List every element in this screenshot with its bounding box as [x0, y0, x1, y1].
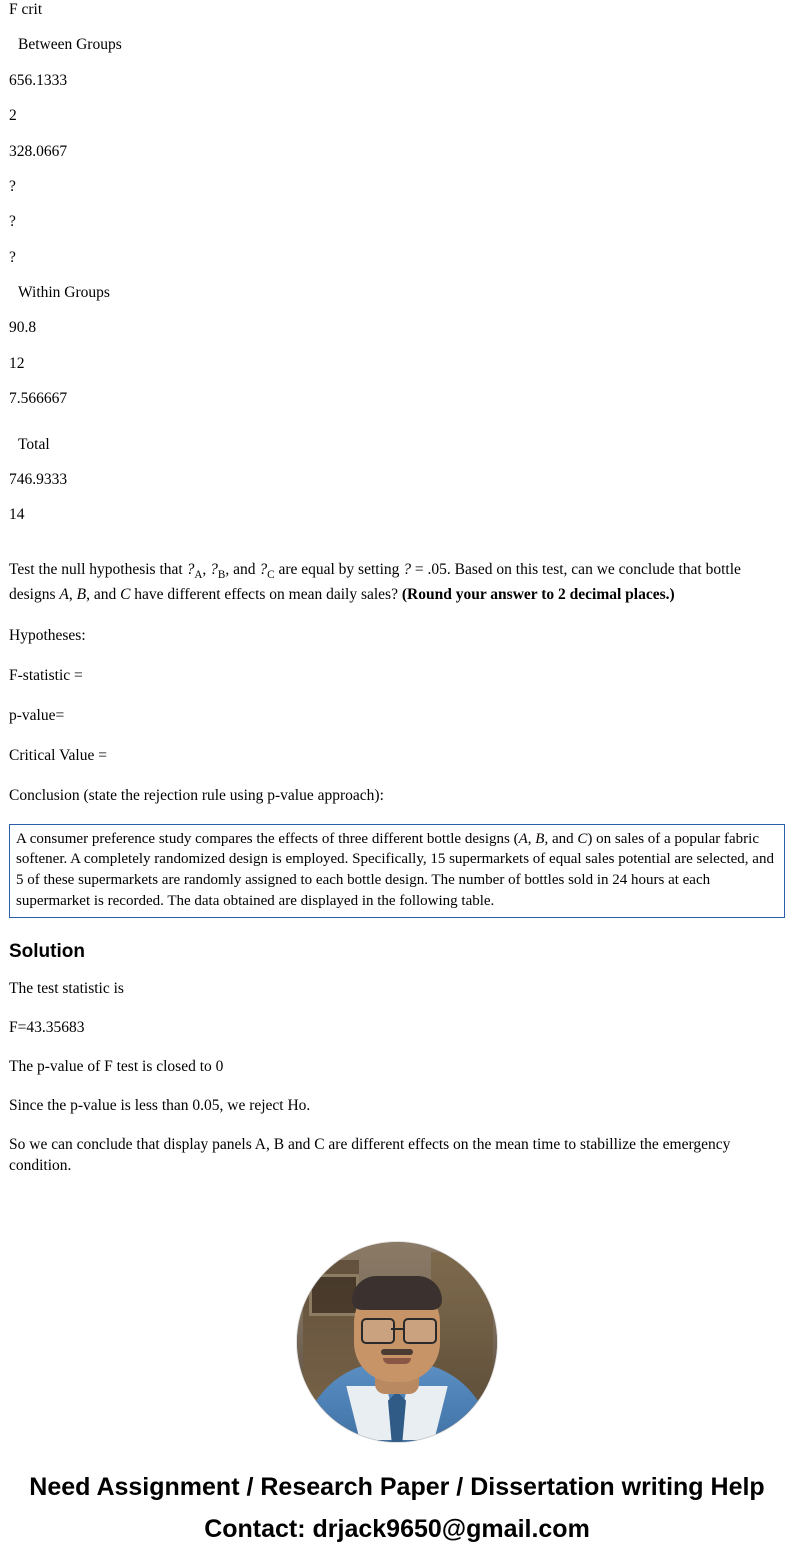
solution-line: The p-value of F test is closed to 0: [9, 1057, 224, 1075]
sep-1: ,: [202, 560, 211, 578]
rounding-note: (Round your answer to 2 decimal places.): [401, 585, 675, 603]
scenario-comma-2: , and: [544, 830, 578, 847]
design-a-label: A: [59, 585, 69, 603]
anova-row: ?: [9, 248, 16, 266]
anova-row: 656.1333: [9, 71, 68, 89]
anova-row: Within Groups: [18, 284, 110, 301]
avatar: [297, 1242, 497, 1442]
anova-row: ?: [9, 213, 16, 231]
prompt-critical-value: Critical Value =: [9, 746, 107, 764]
anova-row: 12: [9, 354, 25, 372]
mu-a-symbol: ?: [186, 560, 195, 578]
anova-row: 2: [9, 107, 17, 125]
alpha-text: = .05. Based on this test, can we conclude that bottle designs: [9, 560, 741, 603]
design-comma: ,: [68, 585, 77, 603]
photo-glasses-left: [361, 1318, 395, 1344]
anova-row: Total: [18, 435, 50, 453]
design-and: , and: [86, 585, 121, 603]
design-b-label: B: [76, 585, 87, 603]
solution-line: So we can conclude that display panels A, B and C are different effects on the mean time to stabillize the emergency condition.: [9, 1135, 731, 1174]
avatar-container: [0, 1186, 794, 1442]
scenario-design-c: C: [577, 830, 588, 847]
anova-row: 7.566667: [9, 390, 68, 408]
scenario-part-2: ) on sales of a popular fabric softener. A completely randomized design is employed. Specifically, 15 supermarkets of equal sales potential are selected, and 5 of these supermarkets are randomly assigned to each bottle design. The number of bottles sold in 24 hours at each supermarket is recorded. The data obtained are displayed in the following table.: [16, 830, 774, 909]
anova-row: 90.8: [9, 319, 37, 337]
anova-rows: [0, 27, 794, 532]
photo-moustache: [381, 1349, 413, 1355]
mu-c-subscript: C: [267, 568, 275, 581]
prompt-conclusion: Conclusion (state the rejection rule using p-value approach):: [9, 786, 384, 804]
anova-row-spacer: [0, 417, 794, 427]
promo-banner: [0, 1442, 794, 1544]
question-prefix: Test the null hypothesis that: [9, 560, 187, 578]
solution-line: Since the p-value is less than 0.05, we reject Ho.: [9, 1096, 311, 1114]
anova-row: ?: [9, 177, 16, 195]
scenario-design-b: B: [535, 830, 545, 847]
sep-2: , and: [225, 560, 260, 578]
scenario-comma-1: ,: [527, 830, 536, 847]
photo-glasses-right: [403, 1318, 437, 1344]
mu-b-symbol: ?: [210, 560, 218, 578]
anova-header-partial: F crit: [9, 1, 43, 18]
mu-b-subscript: B: [217, 568, 226, 581]
promo-contact: Contact: drjack9650@gmail.com: [204, 1514, 590, 1543]
anova-row: 746.9333: [9, 470, 68, 488]
question-mid-text: are equal by setting: [274, 560, 404, 578]
scenario-part-1: A consumer preference study compares the effects of three different bottle designs (: [16, 830, 519, 847]
prompt-p-value: p-value=: [9, 706, 65, 724]
mu-c-symbol: ?: [259, 560, 268, 578]
photo-hair: [352, 1276, 442, 1310]
prompt-hypotheses: Hypotheses:: [9, 626, 86, 644]
solution-line: F=43.35683: [9, 1018, 85, 1036]
photo-mouth: [383, 1358, 411, 1364]
alpha-symbol: ?: [403, 560, 412, 578]
scenario-box: [9, 824, 785, 919]
mu-a-subscript: A: [194, 568, 203, 581]
anova-row: 14: [9, 506, 25, 524]
photo-glasses-bridge: [391, 1328, 403, 1330]
solution-line: The test statistic is: [9, 980, 124, 998]
anova-row: Between Groups: [18, 36, 122, 54]
hypothesis-question: [0, 533, 794, 616]
question-tail-text: have different effects on mean daily sales?: [130, 585, 402, 603]
scenario-design-a: A: [518, 830, 528, 847]
prompt-f-statistic: F-statistic =: [9, 666, 83, 684]
anova-row: 328.0667: [9, 142, 68, 160]
solution-heading: Solution: [9, 941, 85, 963]
design-c-label: C: [120, 585, 131, 603]
promo-headline: Need Assignment / Research Paper / Dissertation writing Help: [29, 1472, 765, 1501]
